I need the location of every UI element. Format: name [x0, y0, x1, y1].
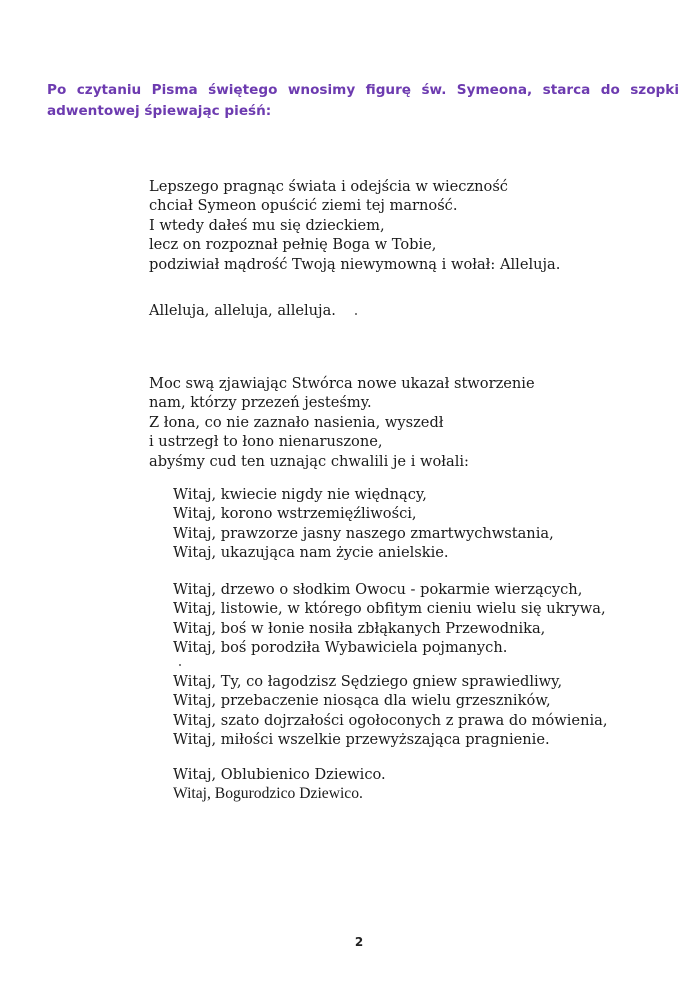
stanza-7	[173, 765, 386, 804]
verse-line: Witaj, boś porodziła Wybawiciela pojmanych.	[173, 639, 508, 657]
verse-line: Witaj, ukazująca nam życie anielskie.	[173, 544, 449, 562]
verse-line: chciał Symeon opuścić ziemi tej marność.	[149, 197, 458, 215]
verse-line: Witaj, przebaczenie niosąca dla wielu grzeszników,	[173, 692, 551, 710]
verse-line: Witaj, boś w łonie nosiła zbłąkanych Przewodnika,	[173, 619, 546, 637]
verse-line: lecz on rozpoznał pełnię Boga w Tobie,	[149, 236, 437, 254]
verse-line: Lepszego pragnąc świata i odejścia w wieczność	[149, 178, 508, 195]
verse-line: Moc swą zjawiając Stwórca nowe ukazał stworzenie	[149, 375, 535, 392]
verse-line: Witaj, korono wstrzemięźliwości,	[173, 505, 417, 523]
stanza-4	[173, 485, 554, 563]
verse-line: Witaj, drzewo o słodkim Owocu - pokarmie wierzących,	[173, 581, 583, 598]
stanza-6	[173, 672, 607, 750]
verse-line: Witaj, Oblubienico Dziewico.	[173, 766, 386, 783]
verse-line: abyśmy cud ten uznając chwalili je i wołali:	[149, 452, 469, 470]
verse-line: podziwiał mądrość Twoją niewymowną i wołał: Alleluja.	[149, 255, 561, 273]
verse-line: Witaj, prawzorze jasny naszego zmartwychwstania,	[173, 524, 554, 542]
stanza-alleluja	[149, 301, 336, 320]
verse-line: Witaj, listowie, w którego obfitym cieniu wielu się ukrywa,	[173, 600, 606, 618]
verse-line: Witaj, Bogurodzico Dziewico.	[173, 785, 363, 803]
verse-line: Alleluja, alleluja, alleluja.	[149, 302, 336, 319]
scan-speck	[179, 664, 181, 666]
verse-line: Witaj, szato dojrzałości ogołoconych z prawa do mówienia,	[173, 711, 608, 729]
verse-line: Z łona, co nie zaznało nasienia, wyszedł	[149, 413, 444, 431]
stanza-1	[149, 177, 560, 274]
verse-line: I wtedy dałeś mu się dzieckiem,	[149, 216, 385, 234]
verse-line: i ustrzegł to łono nienaruszone,	[149, 433, 383, 451]
verse-line: Witaj, kwiecie nigdy nie więdnący,	[173, 486, 427, 503]
page-number: 2	[354, 935, 364, 949]
stanza-3	[149, 374, 535, 471]
verse-line: nam, którzy przezeń jesteśmy.	[149, 394, 372, 412]
scan-speck	[355, 313, 357, 315]
verse-line: Witaj, miłości wszelkie przewyższająca pragnienie.	[173, 731, 550, 749]
verse-line: Witaj, Ty, co łagodzisz Sędziego gniew sprawiedliwy,	[173, 673, 563, 690]
intro-instruction: Po czytaniu Pisma świętego wnosimy figurę św. Symeona, starca do szopki adwentowej śpiewając pieśń:	[47, 82, 679, 119]
stanza-5	[173, 580, 606, 658]
